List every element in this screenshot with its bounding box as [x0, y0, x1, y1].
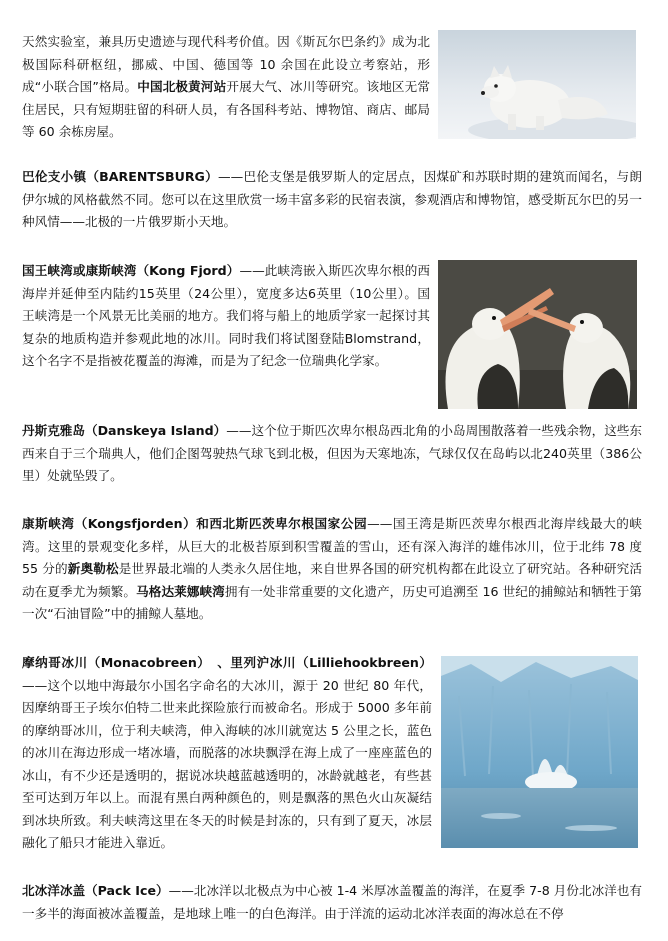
bold-term-kongsfjorden-park-4: 马格达莱娜峡湾 — [136, 583, 225, 599]
body-text-kongsfjorden-park-3: 是世界最北端的人类永久居住地，来自世界各国的研究机构都在此设立了研究站。各种研究活动在夏季尤为频繁。 — [22, 561, 643, 599]
paragraph-monacobreen — [22, 652, 432, 855]
bold-term-svalbard-intro-1: 中国北极黄河站 — [137, 79, 227, 94]
body-text-danskeya-1: ——这个位于斯匹次卑尔根岛西北角的小岛周围散落着一些残余物，这些东西来自于三个瑞典人，他们企图驾驶热气球飞到北极，但因为天寒地冻，气球仅仅在岛屿以北240英里（386公里）处就坠毁了。 — [22, 423, 643, 483]
body-text-kongsfjorden-park-5: 拥有一处非常重要的文化遗产，历史可追溯至 16 世纪的捕鲸站和牺牲于第一次“石油冒险”中的捕鲸人墓地。 — [22, 583, 642, 621]
bold-term-kongsfjorden-park-2: 新奥勒松 — [67, 561, 119, 576]
paragraph-kongsfjord — [22, 260, 430, 373]
body-text-kongsfjord-1: ——此峡湾嵌入斯匹次卑尔根的西海岸并延伸至内陆约15英里（24公里），宽度多达6英里（10公里）。国王峡湾是一个风景无比美丽的地方。我们将与船上的地质学家一起探讨其复杂的地质构造并参观此地的冰川。同时我们将试图登陆Blomstrand，这个名字不是指被花覆盖的海滩，而是为了纪念一位瑞典化学家。 — [22, 263, 431, 368]
seabirds-photo — [438, 260, 637, 409]
paragraph-kongsfjorden-park — [22, 513, 642, 626]
bold-term-barentsburg-0: 巴伦支小镇（BARENTSBURG） — [22, 169, 219, 184]
body-text-pack-ice-1: ——北冰洋以北极点为中心被 1-4 米厚冰盖覆盖的海洋，在夏季 7-8 月份北冰洋也有一多半的海面被冰盖覆盖，是地球上唯一的白色海洋。由于洋流的运动北冰洋表面的海冰总在不停 — [22, 883, 642, 921]
paragraph-pack-ice — [22, 880, 642, 925]
bold-term-kongsfjord-0: 国王峡湾或康斯峡湾（Kong Fjord） — [22, 263, 240, 278]
body-text-barentsburg-1: ——巴伦支堡是俄罗斯人的定居点，因煤矿和苏联时期的建筑而闻名，与朗伊尔城的风格截然不同。您可以在这里欣赏一场丰富多彩的民宿表演，参观酒店和博物馆，感受斯瓦尔巴的另一种风情——北极的一片俄罗斯小天地。 — [22, 169, 642, 229]
body-text-kongsfjorden-park-1: ——国王湾是斯匹茨卑尔根西北海岸线最大的峡湾。这里的景观变化多样，从巨大的北极苔原到积雪覆盖的雪山，还有深入海洋的雄伟冰川，位于北纬 78 度 55 分的 — [22, 516, 642, 576]
glacier-photo — [441, 656, 638, 848]
body-text-monacobreen-1: ——这个以地中海最尔小国名字命名的大冰川，源于 20 世纪 80 年代，因摩纳哥王子埃尔伯特二世来此探险旅行而被命名。形成于 5000 多年前的摩纳哥冰川，位于利夫峡湾，伸入海峡的冰川就宽达 5 公里之长，蓝色的冰川在海边形成一堵冰墙，而脱落的冰块飘浮在海上成了一座座蓝色的冰山，有不少还是透明的，据说冰块越蓝越透明的，冰龄就越老，有些甚至可达到万年以上。而混有黑白两种颜色的，则是飘落的黑色火山灰凝结到冰块所致。利夫峡湾这里在冬天的时候是封冻的，只有到了夏天，冰层融化了船只才能进入靠近。 — [22, 677, 432, 850]
arctic-fox-photo — [438, 30, 636, 139]
paragraph-barentsburg — [22, 166, 642, 234]
body-text-svalbard-intro-0: 天然实验室，兼具历史遗迹与现代科考价值。因《斯瓦尔巴条约》成为北极国际科研枢纽，挪威、中国、德国等 10 余国在此设立考察站，形成“小联合国”格局。 — [22, 34, 430, 94]
bold-term-monacobreen-0: 摩纳哥冰川（Monacobreen） 、里列沪冰川（Lilliehookbreen） — [22, 655, 432, 670]
bold-term-danskeya-0: 丹斯克雅岛（Danskeya Island） — [22, 423, 227, 438]
paragraph-danskeya — [22, 420, 642, 488]
bold-term-pack-ice-0: 北冰洋冰盖（Pack Ice） — [22, 883, 169, 898]
body-text-svalbard-intro-2: 开展大气、冰川等研究。该地区无常住居民，只有短期驻留的科研人员，有各国科考站、博物馆、商店、邮局等 60 余栋房屋。 — [22, 79, 430, 139]
paragraph-svalbard-intro — [22, 31, 430, 144]
bold-term-kongsfjorden-park-0: 康斯峡湾（Kongsfjorden）和西北斯匹茨卑尔根国家公园 — [22, 516, 368, 531]
